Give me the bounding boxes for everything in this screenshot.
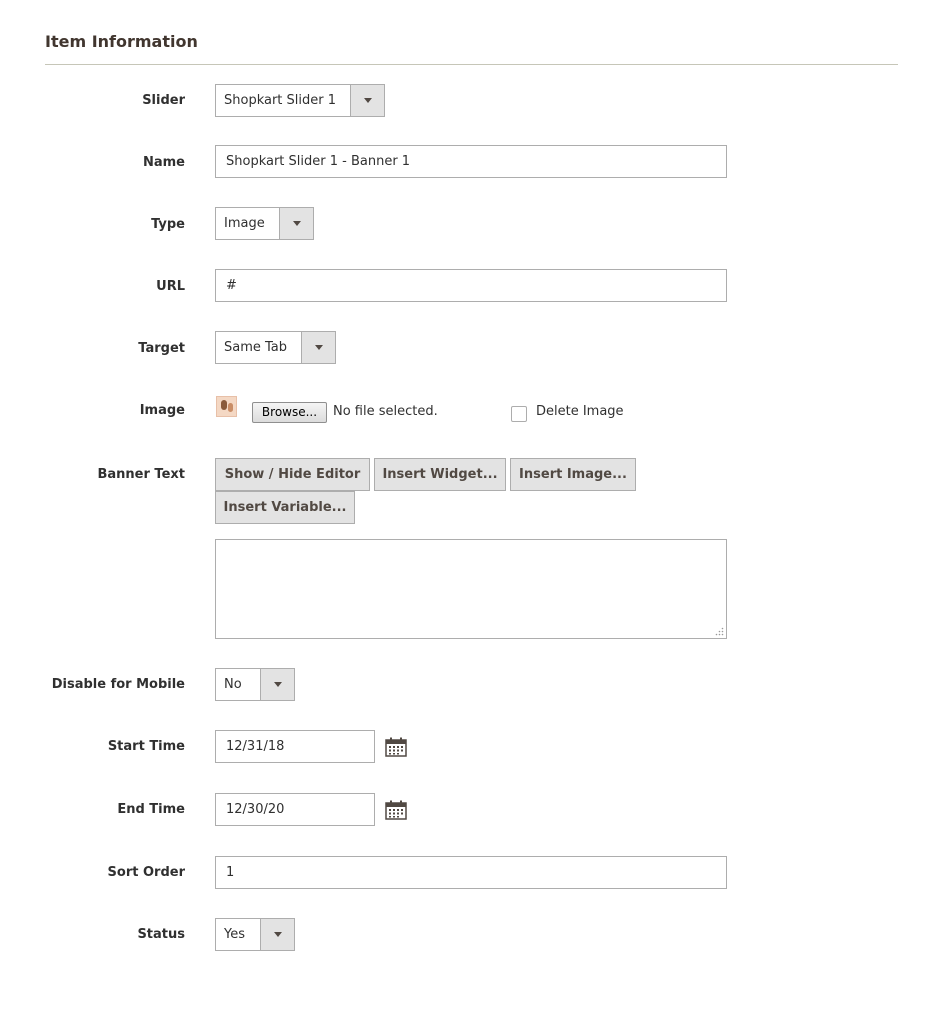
file-status-text: No file selected. bbox=[333, 404, 438, 419]
start-time-input[interactable]: 12/31/18 bbox=[215, 730, 375, 763]
image-label: Image bbox=[139, 403, 185, 418]
calendar-icon[interactable] bbox=[385, 800, 407, 820]
chevron-down-icon bbox=[274, 682, 282, 687]
chevron-down-icon bbox=[274, 932, 282, 937]
insert-widget-button[interactable]: Insert Widget... bbox=[374, 458, 506, 491]
name-label: Name bbox=[142, 155, 185, 170]
status-dropdown-toggle[interactable] bbox=[260, 919, 294, 950]
status-label: Status bbox=[137, 927, 185, 942]
slider-select-value: Shopkart Slider 1 bbox=[224, 93, 337, 108]
disable-mobile-select-value: No bbox=[224, 677, 242, 692]
chevron-down-icon bbox=[293, 221, 301, 226]
name-input[interactable]: Shopkart Slider 1 - Banner 1 bbox=[215, 145, 727, 178]
image-thumbnail-icon[interactable] bbox=[216, 396, 237, 417]
disable-mobile-label: Disable for Mobile bbox=[51, 677, 185, 692]
chevron-down-icon bbox=[364, 98, 372, 103]
type-label: Type bbox=[151, 217, 185, 232]
disable-mobile-select[interactable] bbox=[215, 668, 295, 701]
url-label: URL bbox=[156, 279, 185, 294]
target-label: Target bbox=[138, 341, 185, 356]
start-time-label: Start Time bbox=[107, 739, 185, 754]
insert-variable-button[interactable]: Insert Variable... bbox=[215, 491, 355, 524]
banner-text-label: Banner Text bbox=[97, 467, 185, 482]
calendar-icon[interactable] bbox=[385, 737, 407, 757]
sort-order-input[interactable]: 1 bbox=[215, 856, 727, 889]
end-time-input[interactable]: 12/30/20 bbox=[215, 793, 375, 826]
end-time-label: End Time bbox=[117, 802, 185, 817]
slider-dropdown-toggle[interactable] bbox=[350, 85, 384, 116]
url-input[interactable]: # bbox=[215, 269, 727, 302]
target-dropdown-toggle[interactable] bbox=[301, 332, 335, 363]
delete-image-label[interactable]: Delete Image bbox=[536, 404, 624, 419]
banner-text-textarea[interactable] bbox=[215, 539, 727, 639]
slider-select[interactable] bbox=[215, 84, 385, 117]
section-title: Item Information bbox=[45, 32, 198, 51]
resize-grip-icon[interactable] bbox=[715, 627, 724, 636]
section-divider bbox=[45, 64, 898, 65]
slider-label: Slider bbox=[142, 93, 185, 108]
type-dropdown-toggle[interactable] bbox=[279, 208, 313, 239]
show-hide-editor-button[interactable]: Show / Hide Editor bbox=[215, 458, 370, 491]
browse-button[interactable]: Browse... bbox=[252, 402, 327, 423]
chevron-down-icon bbox=[315, 345, 323, 350]
delete-image-checkbox[interactable] bbox=[511, 406, 527, 422]
sort-order-label: Sort Order bbox=[107, 865, 185, 880]
target-select-value: Same Tab bbox=[224, 340, 288, 355]
insert-image-button[interactable]: Insert Image... bbox=[510, 458, 636, 491]
type-select[interactable] bbox=[215, 207, 314, 240]
type-select-value: Image bbox=[224, 216, 265, 231]
status-select-value: Yes bbox=[224, 927, 245, 942]
target-select[interactable] bbox=[215, 331, 336, 364]
status-select[interactable] bbox=[215, 918, 295, 951]
disable-mobile-dropdown-toggle[interactable] bbox=[260, 669, 294, 700]
